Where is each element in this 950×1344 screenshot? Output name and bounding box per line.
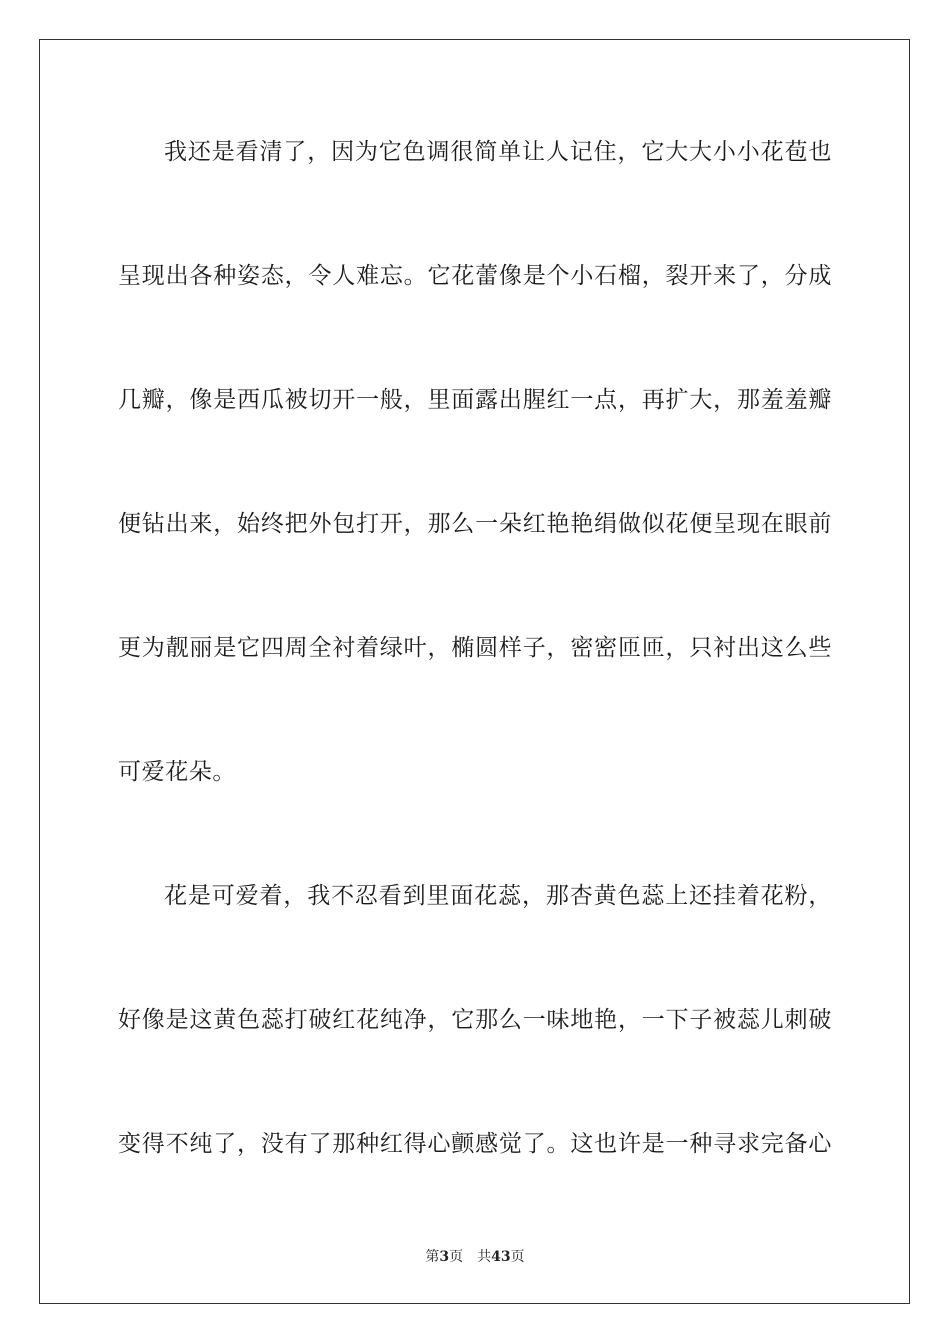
total-suffix: 页: [510, 1249, 525, 1265]
text-line: 几瓣，像是西瓜被切开一般，里面露出腥红一点，再扩大，那羞羞瓣: [118, 387, 832, 413]
text-line: 便钻出来，始终把外包打开，那么一朵红艳艳绢做似花便呈现在眼前: [118, 511, 832, 537]
total-prefix: 共: [477, 1249, 492, 1265]
text-line: 好像是这黄色蕊打破红花纯净，它那么一味地艳，一下子被蕊儿刺破: [118, 1007, 832, 1033]
page-suffix: 页: [449, 1249, 464, 1265]
total-pages: 43: [491, 1249, 511, 1265]
page-number: 3: [439, 1249, 450, 1265]
page-prefix: 第: [425, 1249, 440, 1265]
text-line: 我还是看清了，因为它色调很简单让人记住，它大大小小花苞也: [164, 139, 832, 165]
text-line: 更为靓丽是它四周全衬着绿叶，椭圆样子，密密匝匝，只衬出这么些: [118, 635, 832, 661]
text-line: 可爱花朵。: [118, 759, 236, 785]
page-border: [39, 39, 910, 1304]
text-line: 花是可爱着，我不忍看到里面花蕊，那杏黄色蕊上还挂着花粉，: [164, 883, 832, 909]
page-footer: [0, 1248, 950, 1266]
text-line: 变得不纯了，没有了那种红得心颤感觉了。这也许是一种寻求完备心: [118, 1131, 832, 1157]
text-line: 呈现出各种姿态，令人难忘。它花蕾像是个小石榴，裂开来了，分成: [118, 263, 832, 289]
